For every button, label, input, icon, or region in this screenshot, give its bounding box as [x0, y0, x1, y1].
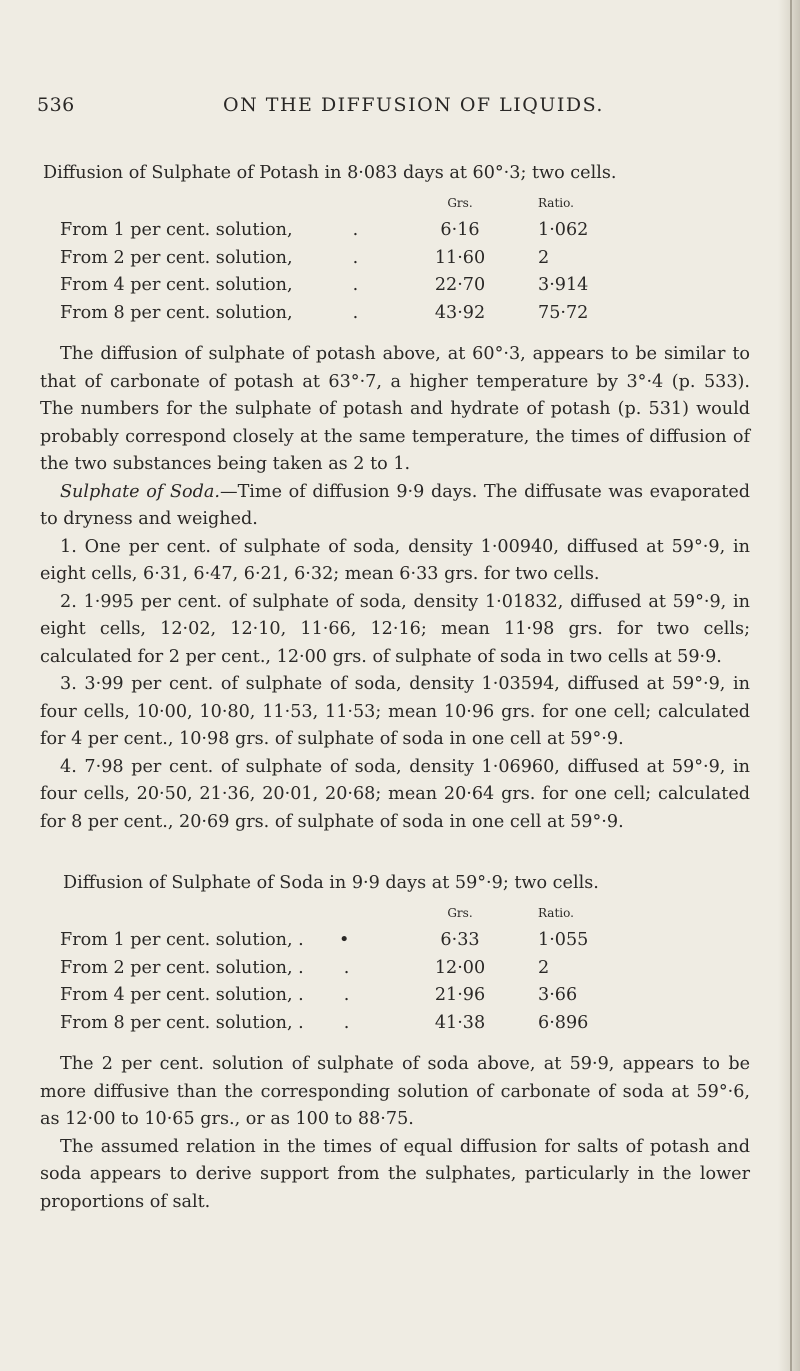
row-ratio: 2 [538, 957, 550, 978]
page-number: 536 [37, 94, 75, 116]
row-dot: . [352, 247, 359, 268]
table1-header-row [60, 190, 658, 218]
row-label-text: From 4 per cent. solution, [60, 275, 293, 295]
table1-header-ratio: Ratio. [538, 195, 574, 210]
row-dot: . [343, 985, 350, 1005]
header-title: ON THE DIFFUSION OF LIQUIDS. [223, 94, 604, 116]
row-label [60, 982, 400, 1010]
table-row [60, 245, 658, 273]
table-row [60, 982, 658, 1010]
row-ratio: 3·66 [538, 985, 578, 1005]
row-label [60, 955, 400, 983]
section-heading-sulphate-soda: Sulphate of Soda. [60, 481, 220, 502]
row-dot: . [352, 302, 359, 323]
paragraph-experiment-1: 1. One per cent. of sulphate of soda, density 1·00940, diffused at 59°·9, in eight cells, 6·31, 6·47, 6·21, 6·32; mean 6·33 grs. for two cells. [40, 536, 750, 584]
page-edge-line [790, 0, 792, 1371]
row-ratio: 1·062 [538, 220, 589, 240]
table-row [60, 927, 658, 955]
table1 [60, 190, 658, 328]
row-grs: 41·38 [434, 1012, 486, 1033]
table2-header-ratio: Ratio. [538, 905, 574, 920]
row-label-text: From 1 per cent. solution, . [60, 930, 304, 950]
table2-header-label [60, 900, 400, 928]
row-grs: 6·33 [440, 930, 480, 950]
row-label-text: From 2 per cent. solution, . [60, 957, 304, 978]
row-label [60, 300, 400, 328]
table-row [60, 217, 658, 245]
paragraph-experiment-2: 2. 1·995 per cent. of sulphate of soda, density 1·01832, diffused at 59°·9, in eight cells, 12·02, 12·10, 11·66, 12·16; mean 11·98 grs. for two cells; calculated for 2 per cent., 12·00 grs. of sulphate of soda in two cells at 59·9. [40, 591, 750, 667]
paragraph-assumed-relation: The assumed relation in the times of equal diffusion for salts of potash and soda appears to derive support from the sulphates, particularly in the lower proportions of salt. [40, 1136, 750, 1212]
table2-header-grs: Grs. [447, 905, 473, 920]
table1-header-label [60, 190, 400, 218]
row-grs: 12·00 [434, 957, 486, 978]
row-dot: • [338, 930, 350, 950]
row-grs: 22·70 [434, 275, 486, 295]
row-label [60, 272, 400, 300]
row-label [60, 245, 400, 273]
row-label-text: From 8 per cent. solution, . [60, 1012, 304, 1033]
row-label-text: From 1 per cent. solution, [60, 220, 293, 240]
row-grs: 6·16 [440, 220, 480, 240]
row-ratio: 3·914 [538, 275, 589, 295]
table2-caption: Diffusion of Sulphate of Soda in 9·9 days at 59°·9; two cells. [63, 873, 599, 893]
paragraph-sulphate-soda-intro [40, 479, 750, 534]
row-ratio: 2 [538, 247, 550, 268]
row-grs: 43·92 [434, 302, 486, 323]
section-intro-text: —Time of diffusion 9·9 days. The diffusate was evaporated to dryness and weighed. [40, 481, 750, 529]
row-grs: 11·60 [434, 247, 486, 268]
table1-caption: Diffusion of Sulphate of Potash in 8·083 days at 60°·3; two cells. [43, 163, 617, 183]
row-ratio: 1·055 [538, 930, 589, 950]
page-edge-shadow [778, 0, 800, 1371]
table-row [60, 300, 658, 328]
paragraph-soda-comparison: The 2 per cent. solution of sulphate of soda above, at 59·9, appears to be more diffusive than the corresponding solution of carbonate of soda at 59°·6, as 12·00 to 10·65 grs., or as 100 to 88·75. [40, 1054, 750, 1129]
row-label [60, 217, 400, 245]
table-row [60, 1010, 658, 1038]
row-ratio: 75·72 [538, 302, 589, 323]
row-label-text: From 2 per cent. solution, [60, 247, 293, 268]
row-grs: 21·96 [434, 985, 486, 1005]
page-content [40, 160, 750, 1216]
row-dot: . [343, 957, 350, 978]
paragraph-experiment-4: 4. 7·98 per cent. of sulphate of soda, density 1·06960, diffused at 59°·9, in four cells, 20·50, 21·36, 20·01, 20·68; mean 20·64 grs. for one cell; calculated for 8 per cent., 20·69 grs. of sulphate of soda in one cell at 59°·9. [40, 756, 750, 832]
row-label-text: From 4 per cent. solution, . [60, 985, 304, 1005]
row-label [60, 1010, 400, 1038]
table2-header-row [60, 900, 658, 928]
running-head [37, 94, 740, 124]
row-dot: . [352, 220, 359, 240]
paragraph-sulphate-potash-note: The diffusion of sulphate of potash above, at 60°·3, appears to be similar to that of carbonate of potash at 63°·7, a higher temperature by 3°·4 (p. 533). The numbers for the sulphate of potash and hydrate of potash (p. 531) would probably correspond closely at the same temperature, the times of diffusion of the two substances being taken as 2 to 1. [40, 344, 750, 474]
row-dot: . [343, 1012, 350, 1033]
table-row [60, 955, 658, 983]
row-label [60, 927, 400, 955]
row-label-text: From 8 per cent. solution, [60, 302, 293, 323]
table2 [60, 900, 658, 1038]
row-dot: . [352, 275, 359, 295]
table1-header-grs: Grs. [447, 195, 473, 210]
table-row [60, 272, 658, 300]
row-ratio: 6·896 [538, 1012, 589, 1033]
paragraph-experiment-3: 3. 3·99 per cent. of sulphate of soda, density 1·03594, diffused at 59°·9, in four cells, 10·00, 10·80, 11·53, 11·53; mean 10·96 grs. for one cell; calculated for 4 per cent., 10·98 grs. of sulphate of soda in one cell at 59°·9. [40, 674, 750, 749]
